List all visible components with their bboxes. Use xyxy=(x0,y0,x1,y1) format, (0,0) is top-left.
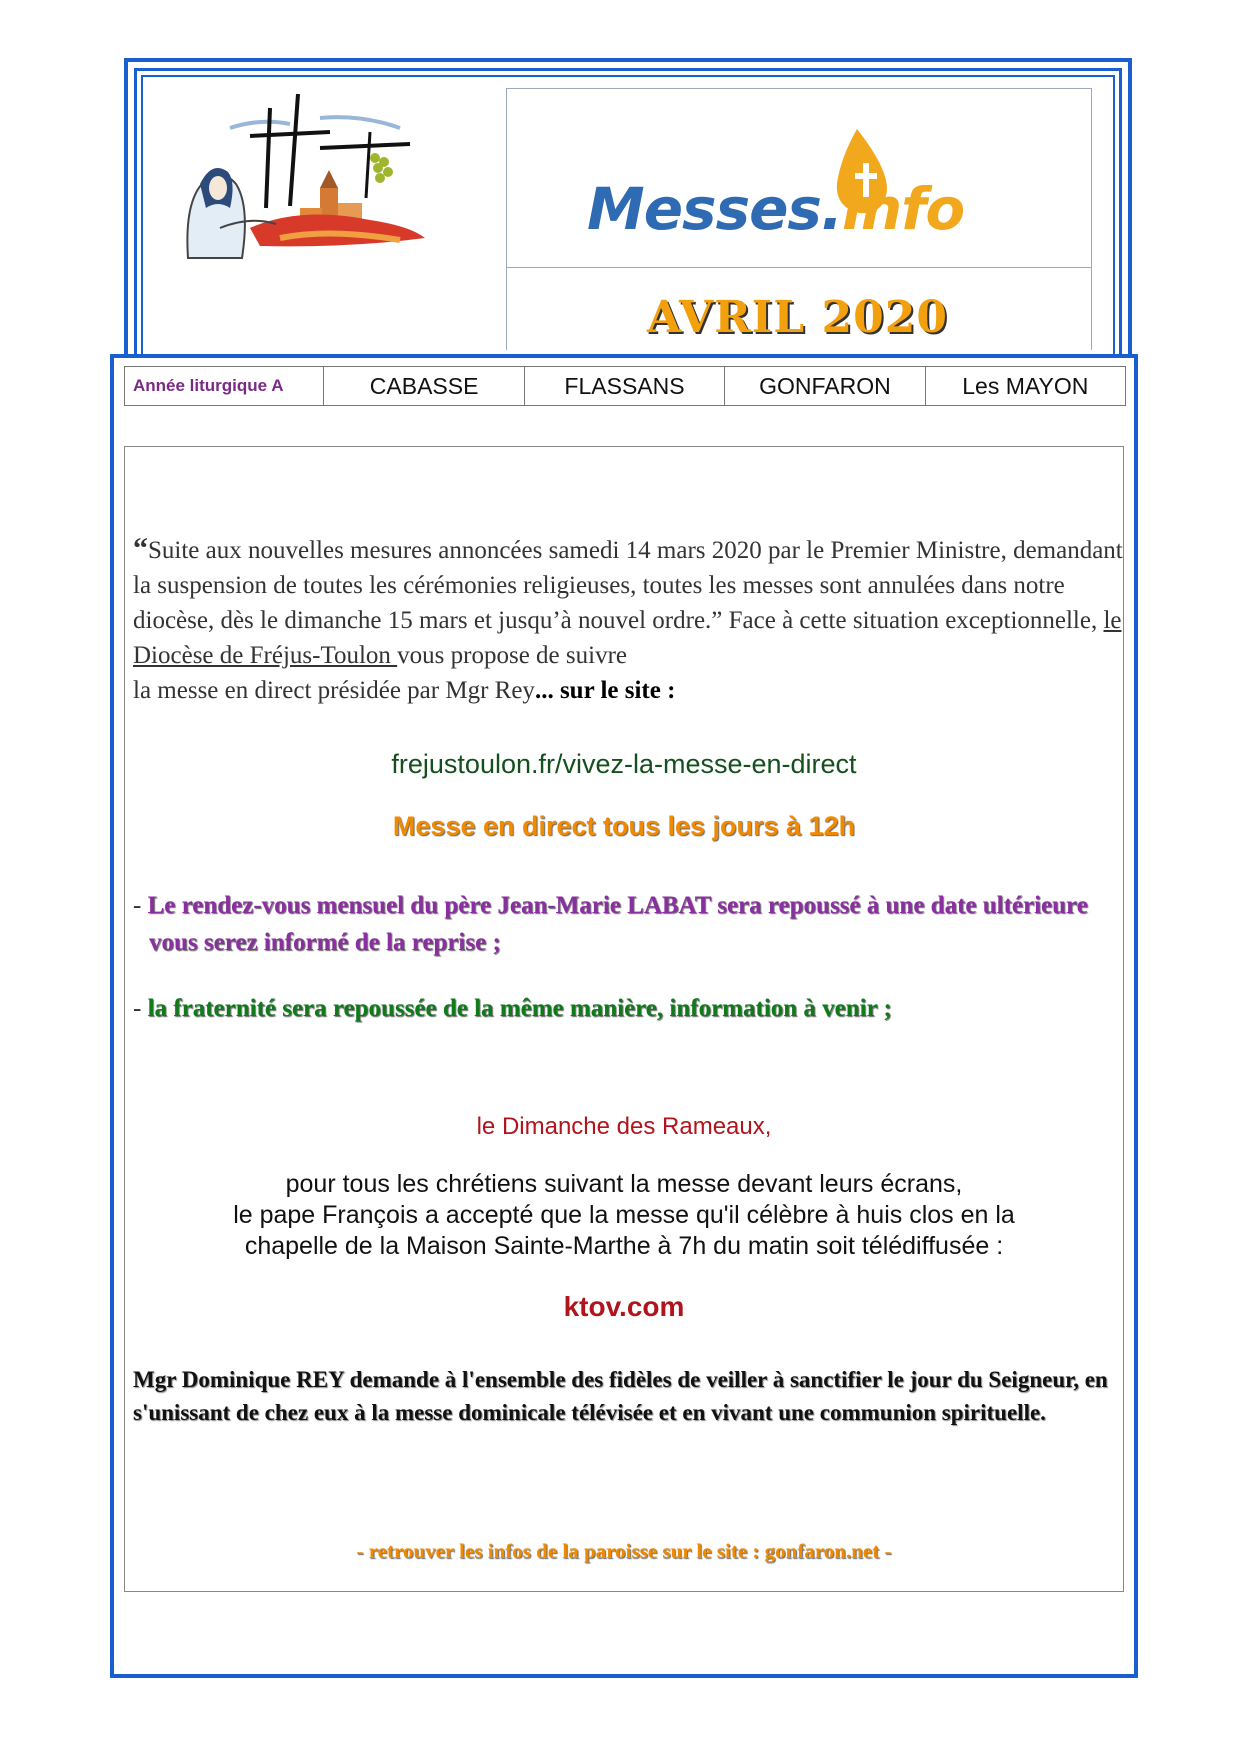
pope-paragraph xyxy=(125,1169,1123,1262)
pope-line3: chapelle de la Maison Sainte-Marthe à 7h du matin soit télédiffusée : xyxy=(244,1232,1004,1260)
content-box xyxy=(124,446,1124,1592)
frat-text: la fraternité sera repoussée de la même manière, information à venir ; xyxy=(147,995,892,1022)
intro-text3: la messe en direct présidée par Mgr Rey xyxy=(133,677,535,704)
table-cell-flassans: FLASSANS xyxy=(525,367,725,405)
intro-text2: vous propose de suivre xyxy=(397,642,627,669)
frat-dash: - xyxy=(133,995,148,1022)
rdv-line1: Le rendez-vous mensuel du père Jean-Marie LABAT sera repoussé à une date ultérieure xyxy=(147,892,1088,919)
messes-info-logo-box xyxy=(506,88,1092,268)
table-cell-les-mayon: Les MAYON xyxy=(962,372,1089,399)
quote-mark: “ xyxy=(133,532,148,565)
intro-text1: Suite aux nouvelles mesures annoncées samedi 14 mars 2020 par le Premier Ministre, demandant la suspension de toutes les cérémonies religieuses, toutes les messes sont annulées dans notre diocèse, dès le dimanche 15 mars et jusqu’à nouvel ordre.” Face à cette situation exceptionnelle, xyxy=(133,537,1123,634)
brand-part2: info xyxy=(842,175,965,243)
footer-note: - retrouver les infos de la paroisse sur le site : gonfaron.net - xyxy=(356,1539,892,1563)
parish-table xyxy=(124,366,1126,406)
rey-paragraph: Mgr Dominique REY demande à l'ensemble des fidèles de veiller à sanctifier le jour du Seigneur, en s'unissant de chez eux à la messe dominicale télévisée et en vivant une communion spirituelle. xyxy=(133,1367,1108,1425)
brand-part1: Messes. xyxy=(587,175,842,243)
fraternite-notice xyxy=(133,995,1123,1023)
pope-line1: pour tous les chrétiens suivant la messe devant leurs écrans, xyxy=(285,1170,963,1198)
pope-line2: le pape François a accepté que la messe qu'il célèbre à huis clos en la xyxy=(233,1201,1015,1229)
rdv-dash: - xyxy=(133,892,148,919)
month-box xyxy=(506,268,1092,350)
messes-info-wordmark xyxy=(587,175,964,243)
rdv-line2: vous serez informé de la reprise ; xyxy=(149,929,501,956)
intro-text4: ... sur le site : xyxy=(534,677,676,704)
table-cell-gonfaron: GONFARON xyxy=(725,367,925,405)
table-cell-liturgical-year: Année liturgique A xyxy=(125,367,324,405)
month-title: AVRIL 2020 xyxy=(647,292,948,343)
intro-paragraph xyxy=(133,531,1123,708)
table-cell-cabasse: CABASSE xyxy=(324,367,524,405)
diocese-link[interactable]: le Diocèse de Fréjus-Toulon xyxy=(133,607,1122,669)
rdv-notice xyxy=(133,887,1123,961)
rameaux-heading: le Dimanche des Rameaux, xyxy=(476,1113,772,1140)
direct-mass-notice: Messe en direct tous les jours à 12h xyxy=(392,811,856,841)
parish-logo-illustration xyxy=(170,88,440,266)
frejustoulon-link[interactable]: frejustoulon.fr/vivez-la-messe-en-direct xyxy=(391,749,857,779)
ktov-link[interactable]: ktov.com xyxy=(563,1291,685,1322)
